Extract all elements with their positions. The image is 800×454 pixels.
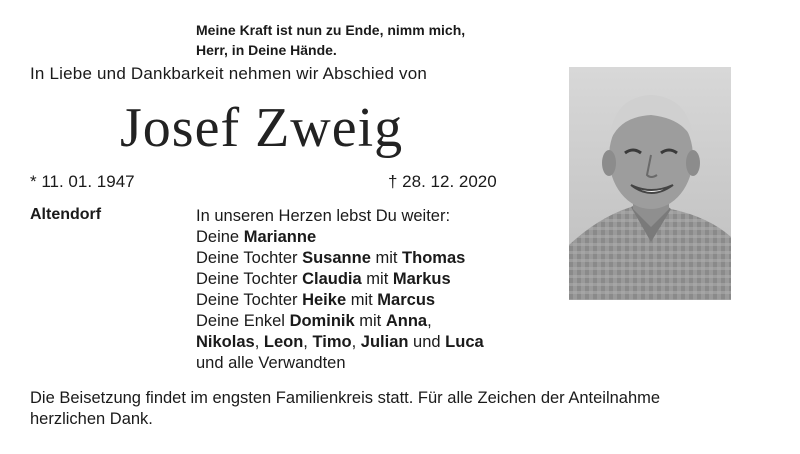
- mourner-row: [196, 248, 484, 269]
- mourner-name: Heike: [302, 291, 347, 309]
- mourner-row: [196, 269, 484, 290]
- place-name: Altendorf: [30, 206, 102, 223]
- mourner-name: Leon: [263, 333, 304, 351]
- verse-line-1: Meine Kraft ist nun zu Ende, nimm mich,: [196, 22, 466, 38]
- mourner-row: [196, 290, 484, 311]
- closing-line-1: Die Beisetzung findet im engsten Familienkreis statt. Für alle Zeichen der Anteilnahme: [30, 389, 661, 407]
- mourner-name: Claudia: [302, 270, 362, 288]
- mourner-text: mit: [346, 291, 378, 309]
- mourners-closing-row: und alle Verwandten: [196, 354, 346, 372]
- mourner-name: Anna: [385, 312, 428, 330]
- mourner-row: [196, 227, 484, 248]
- mourner-text: mit: [361, 270, 393, 288]
- mourner-name: Luca: [445, 333, 484, 351]
- mourner-text: Deine Tochter: [196, 249, 303, 267]
- mourner-text: ,: [427, 312, 432, 330]
- mourner-text: ,: [303, 333, 313, 351]
- verse-line-2: Herr, in Deine Hände.: [196, 42, 337, 58]
- mourner-text: Deine Tochter: [196, 291, 303, 309]
- mourners-list: [196, 206, 484, 374]
- intro-text: In Liebe und Dankbarkeit nehmen wir Abschied von: [30, 64, 428, 83]
- mourner-name: Markus: [392, 270, 451, 288]
- mourner-text: mit: [370, 249, 403, 267]
- mourner-text: Deine Tochter: [196, 270, 303, 288]
- death-date: † 28. 12. 2020: [388, 172, 497, 191]
- mourner-name: Nikolas: [196, 333, 255, 351]
- closing-line-2: herzlichen Dank.: [30, 410, 153, 428]
- mourners-heading: In unseren Herzen lebst Du weiter:: [196, 207, 451, 225]
- portrait-photo-icon: [569, 67, 731, 300]
- mourner-text: und: [408, 333, 446, 351]
- mourner-name: Susanne: [302, 249, 371, 267]
- mourner-name: Julian: [360, 333, 409, 351]
- closing-text: [30, 388, 660, 430]
- mourner-text: ,: [254, 333, 264, 351]
- mourner-text: Deine: [196, 228, 244, 246]
- portrait-photo: [569, 67, 731, 300]
- mourner-name: Timo: [312, 333, 352, 351]
- mourner-name: Thomas: [402, 249, 466, 267]
- mourner-text: mit: [354, 312, 386, 330]
- mourner-row: [196, 332, 484, 353]
- mourner-row: [196, 311, 484, 332]
- birth-date: * 11. 01. 1947: [30, 172, 135, 191]
- mourner-name: Marianne: [243, 228, 317, 246]
- mourner-text: ,: [351, 333, 361, 351]
- mourner-text: Deine Enkel: [196, 312, 290, 330]
- mourner-name: Marcus: [377, 291, 436, 309]
- mourner-name: Dominik: [289, 312, 355, 330]
- deceased-name: Josef Zweig: [120, 97, 404, 159]
- bible-verse: [196, 20, 465, 60]
